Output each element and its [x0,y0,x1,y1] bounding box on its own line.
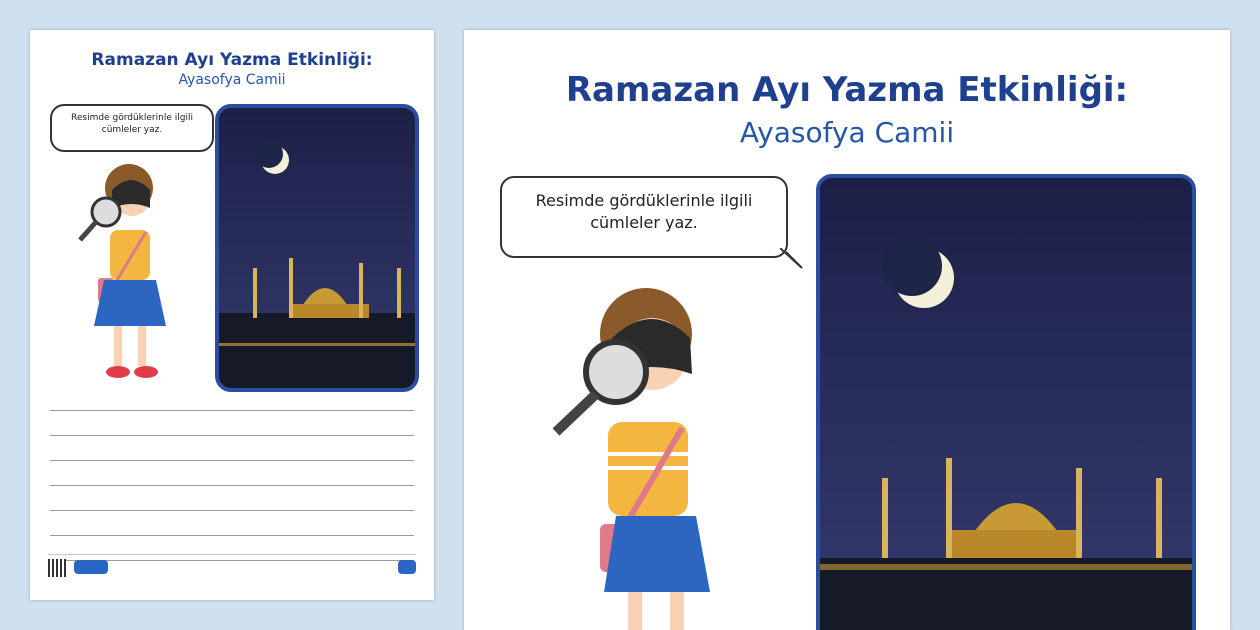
brand-logo-icon [398,560,416,574]
worksheet-title: Ramazan Ayı Yazma Etkinliği: [565,70,1129,110]
girl-with-magnifier-icon [74,160,184,390]
writing-line [50,535,414,536]
speech-bubble-line2: cümleler yaz. [101,125,163,136]
writing-line [50,460,414,461]
speech-bubble-line2: cümleler yaz. [590,212,698,232]
worksheet-subtitle: Ayasofya Camii [178,72,286,88]
brand-logo-icon [74,560,108,574]
worksheet-footer [48,554,416,579]
writing-line [50,435,414,436]
worksheet-title: Ramazan Ayı Yazma Etkinliği: [91,50,373,70]
writing-line [50,510,414,511]
speech-bubble-tail [780,248,804,270]
writing-line [50,410,414,411]
mosque-photo [816,174,1196,630]
mosque-icon [820,178,1192,630]
worksheet-thumbnail[interactable] [30,30,434,600]
mosque-photo [215,104,419,392]
worksheet-zoomed[interactable] [464,30,1230,630]
writing-lines[interactable] [50,410,414,570]
worksheet-subtitle: Ayasofya Camii [739,116,955,149]
speech-bubble-line1: Resimde gördüklerinle ilgili [71,113,193,123]
mosque-icon [219,108,415,388]
qr-code-icon [48,559,66,577]
speech-bubble [50,104,214,152]
speech-bubble-line1: Resimde gördüklerinle ilgili [535,191,753,210]
speech-bubble [500,176,788,258]
writing-line [50,485,414,486]
girl-with-magnifier-icon [546,282,746,630]
